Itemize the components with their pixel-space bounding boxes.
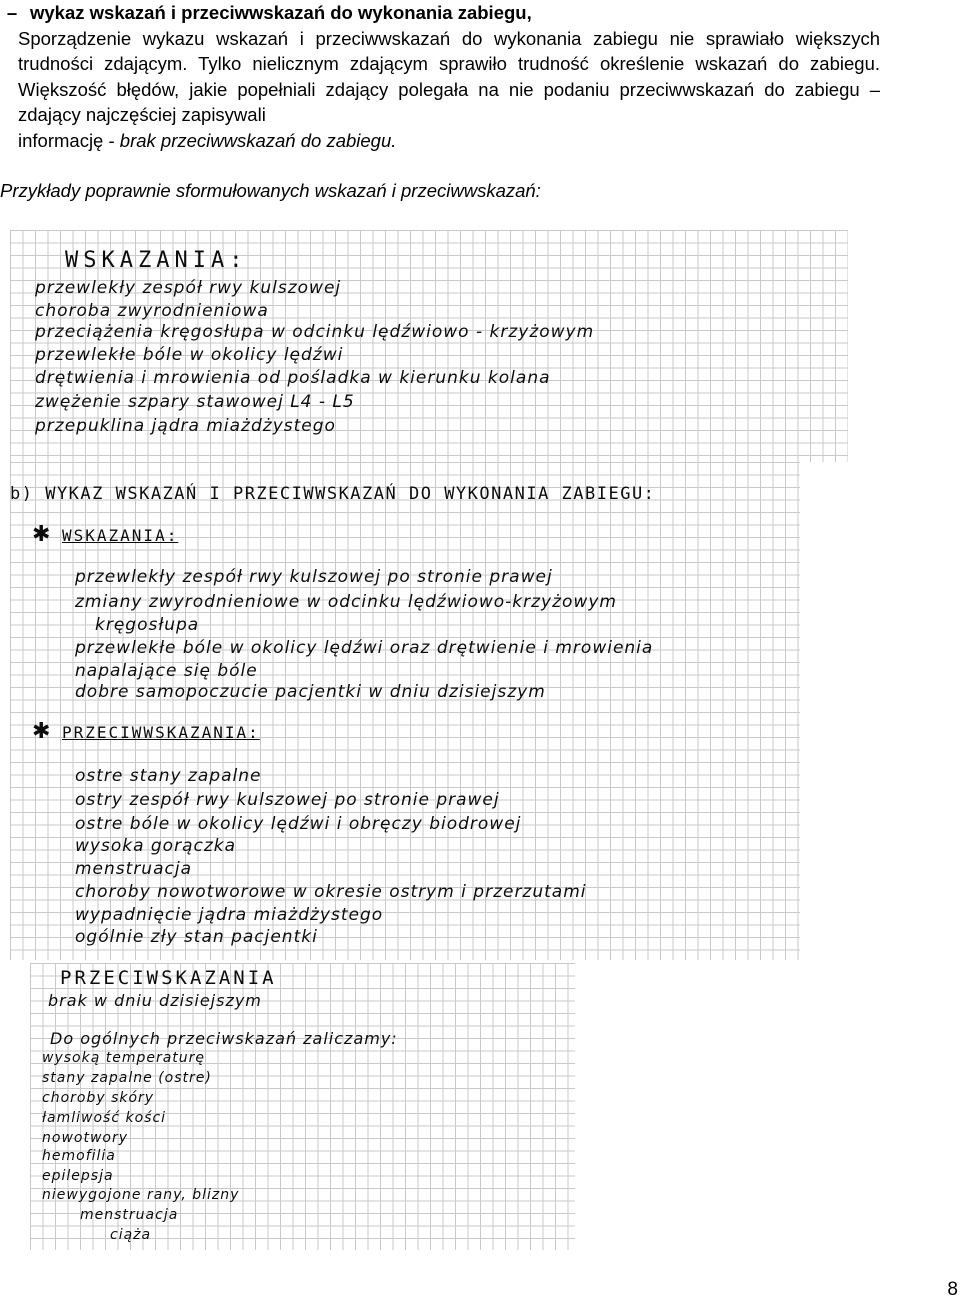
example-1-item: drętwienia i mrowienia od pośladka w kierunku kolana [35, 368, 551, 388]
example-3-item: ciąża [110, 1227, 152, 1243]
example-3-subtitle: Do ogólnych przeciwskazań zaliczamy: [50, 1029, 398, 1048]
example-3-first-item: brak w dniu dzisiejszym [48, 991, 262, 1010]
asterisk-icon: ✱ [32, 522, 52, 547]
example-1-item: zwężenie szpary stawowej L4 - L5 [35, 392, 355, 412]
example-1-item: przewlekłe bóle w okolicy lędźwi [35, 345, 344, 365]
heading-text: wykaz wskazań i przeciwwskazań do wykonania zabiegu, [30, 2, 532, 23]
page-number: 8 [947, 1279, 958, 1300]
example-2-wskazanie: kręgosłupa [95, 615, 200, 635]
example-2-przeciwwskazanie: choroby nowotworowe w okresie ostrym i przerzutami [75, 882, 587, 902]
section-heading [0, 0, 880, 26]
description-text [6, 0, 880, 153]
example-3-item: choroby skóry [42, 1090, 155, 1106]
example-1-item: przeciążenia kręgosłupa w odcinku lędźwiowo - krzyżowym [35, 322, 595, 342]
example-1-item: przepuklina jądra miażdżystego [35, 416, 336, 436]
example-1-handwritten [10, 230, 848, 462]
example-1-title: WSKAZANIA: [65, 248, 248, 273]
example-2-przeciwwskazanie: ogólnie zły stan pacjentki [75, 927, 318, 947]
example-3-item: niewygojone rany, blizny [42, 1187, 240, 1203]
example-2-wskazanie: przewlekły zespół rwy kulszowej po stronie prawej [75, 567, 553, 587]
example-3-item: nowotwory [42, 1130, 128, 1146]
example-2-przeciwwskazanie: wypadnięcie jądra miażdżystego [75, 905, 384, 925]
example-2-wskazanie: napalające się bóle [75, 661, 258, 681]
example-1-item: choroba zwyrodnieniowa [35, 301, 269, 321]
paragraph-last-line [18, 128, 880, 154]
example-3-item: epilepsja [42, 1168, 114, 1184]
example-3-title: PRZECIWSKAZANIA [60, 967, 277, 989]
example-2-przeciw-title: PRZECIWWSKAZANIA: [62, 723, 260, 742]
example-2-header: b) WYKAZ WSKAZAŃ I PRZECIWWSKAZAŃ DO WYKONANIA ZABIEGU: [10, 484, 656, 504]
paragraph-last-italic: brak przeciwwskazań do zabiegu. [119, 129, 397, 151]
example-3-item: hemofilia [42, 1148, 116, 1164]
example-2-wskazanie: zmiany zwyrodnieniowe w odcinku lędźwiowo-krzyżowym [75, 592, 617, 612]
example-3-item: łamliwość kości [42, 1110, 167, 1126]
example-3-item: stany zapalne (ostre) [42, 1070, 212, 1086]
example-2-przeciwwskazanie: ostre bóle w okolicy lędźwi i obręczy biodrowej [75, 814, 522, 834]
paragraph-last-plain: informację - [18, 129, 120, 151]
example-3-item: menstruacja [80, 1207, 179, 1223]
asterisk-icon: ✱ [32, 719, 52, 744]
example-2-przeciwwskazanie: ostry zespół rwy kulszowej po stronie prawej [75, 790, 500, 810]
example-2-przeciwwskazanie: menstruacja [75, 859, 192, 879]
example-2-wskazanie: dobre samopoczucie pacjentki w dniu dzisiejszym [75, 682, 546, 702]
example-2-handwritten [10, 462, 800, 960]
examples-intro: Przykłady poprawnie sformułowanych wskazań i przeciwwskazań: [0, 180, 541, 201]
example-2-wskazanie: przewlekłe bóle w okolicy lędźwi oraz drętwienie i mrowienia [75, 638, 654, 658]
example-3-item: wysoką temperaturę [42, 1050, 206, 1066]
paragraph-main: Sporządzenie wykazu wskazań i przeciwwskazań do wykonania zabiegu nie sprawiało większych trudności zdającym. Tylko nielicznym zdającym sprawiło trudność określenie wskazań do zabiegu. Większość błędów, jakie popełniali zdający polegała na nie podaniu przeciwwskazań do zabiegu – zdający najczęściej zapisywali [18, 27, 880, 125]
example-2-wskazania-title: WSKAZANIA: [62, 526, 179, 545]
heading-dash: – [6, 2, 18, 23]
example-1-item: przewlekły zespół rwy kulszowej [35, 278, 342, 298]
example-2-przeciwwskazanie: wysoka gorączka [75, 836, 237, 856]
example-3-handwritten [30, 963, 575, 1250]
example-2-przeciwwskazanie: ostre stany zapalne [75, 766, 262, 786]
